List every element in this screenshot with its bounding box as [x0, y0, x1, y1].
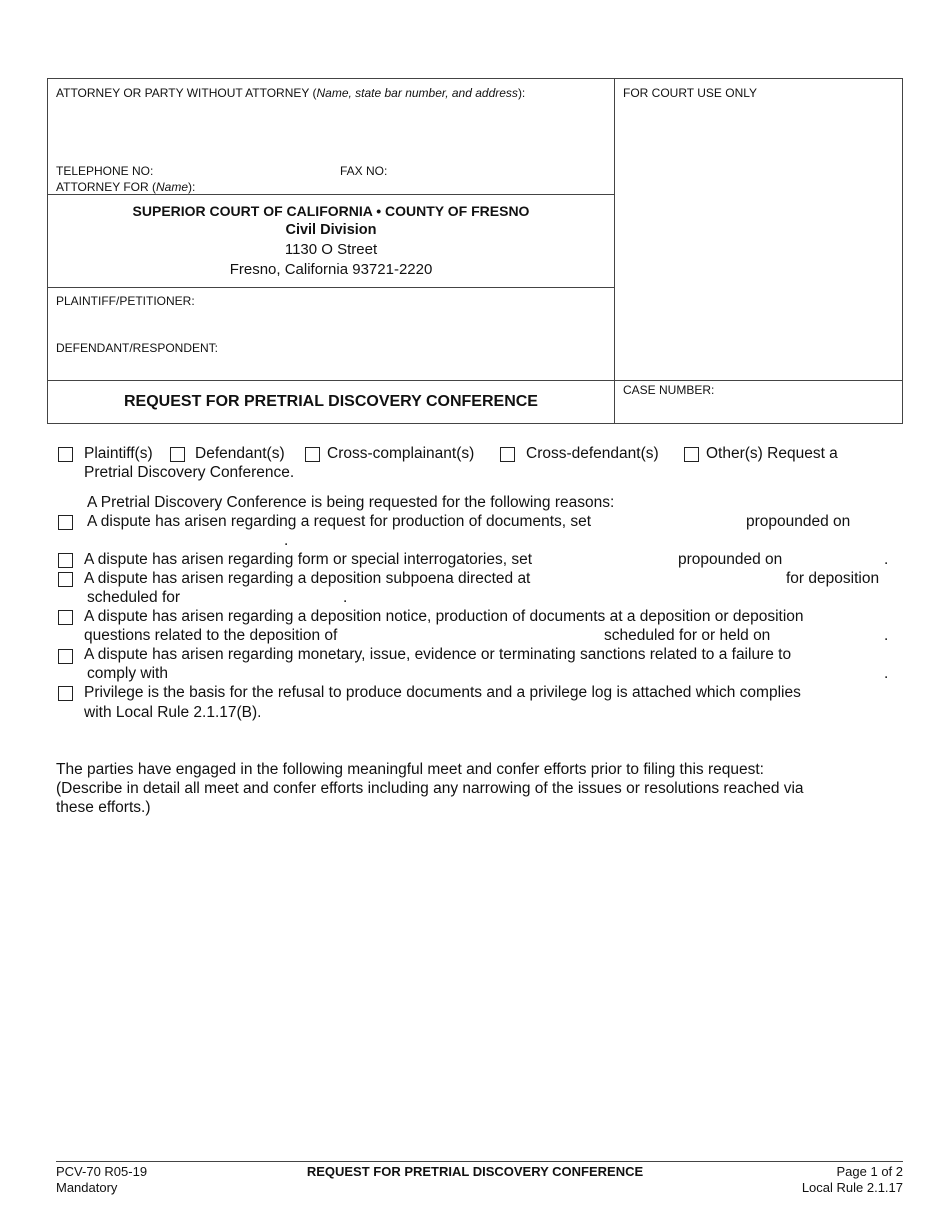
footer-rule-ref: Local Rule 2.1.17: [801, 1180, 903, 1195]
reason-interrogatories-period: .: [884, 551, 889, 568]
defendants-checkbox[interactable]: [170, 447, 185, 462]
defendants-label: Defendant(s): [195, 445, 285, 462]
cross-complainants-label: Cross-complainant(s): [327, 445, 475, 462]
plaintiff-label: PLAINTIFF/PETITIONER:: [56, 294, 195, 308]
reason-deposition-notice-scheduled: scheduled for or held on: [604, 627, 771, 644]
reason-sanctions-text: A dispute has arisen regarding monetary, issue, evidence or terminating sanctions related to a failure to: [84, 646, 792, 663]
footer-form-code: PCV-70 R05-19: [56, 1164, 148, 1179]
reason-interrogatories-propounded: propounded on: [678, 551, 783, 568]
cross-complainants-checkbox[interactable]: [305, 447, 320, 462]
attorney-for-label: ATTORNEY FOR (Name):: [56, 180, 196, 194]
plaintiffs-label: Plaintiff(s): [84, 445, 153, 462]
fax-label: FAX NO:: [340, 164, 388, 178]
footer-title: REQUEST FOR PRETRIAL DISCOVERY CONFERENCE: [306, 1164, 644, 1179]
rule-attorney: [47, 194, 614, 195]
cross-defendants-label: Cross-defendant(s): [526, 445, 659, 462]
reason-subpoena-scheduled: scheduled for: [87, 589, 181, 606]
parties-continuation: Pretrial Discovery Conference.: [84, 464, 295, 481]
reason-privilege-checkbox[interactable]: [58, 686, 73, 701]
reason-production-checkbox[interactable]: [58, 515, 73, 530]
rule-title: [47, 380, 903, 381]
reason-production-period: .: [284, 532, 289, 549]
reason-interrogatories-checkbox[interactable]: [58, 553, 73, 568]
rule-court: [47, 287, 614, 288]
reason-interrogatories-text: A dispute has arisen regarding form or special interrogatories, set: [84, 551, 533, 568]
plaintiffs-checkbox[interactable]: [58, 447, 73, 462]
meet-confer-line3: these efforts.): [56, 799, 151, 816]
reason-privilege-text: Privilege is the basis for the refusal to produce documents and a privilege log is attached which complies: [84, 684, 801, 701]
reason-production-text: A dispute has arisen regarding a request for production of documents, set: [87, 513, 592, 530]
court-division: Civil Division: [285, 222, 377, 238]
meet-confer-line1: The parties have engaged in the following meaningful meet and confer efforts prior to filing this request:: [56, 761, 764, 778]
others-label: Other(s) Request a: [706, 445, 838, 462]
footer-page: Page 1 of 2: [836, 1164, 903, 1179]
reason-deposition-notice-cont: questions related to the deposition of: [84, 627, 338, 644]
caption-divider: [614, 78, 615, 424]
court-name: SUPERIOR COURT OF CALIFORNIA • COUNTY OF FRESNO: [132, 203, 530, 219]
reason-privilege-cont: with Local Rule 2.1.17(B).: [84, 704, 262, 721]
reason-subpoena-period: .: [343, 589, 348, 606]
cross-defendants-checkbox[interactable]: [500, 447, 515, 462]
reason-deposition-notice-period: .: [884, 627, 889, 644]
reason-sanctions-checkbox[interactable]: [58, 649, 73, 664]
reasons-intro: A Pretrial Discovery Conference is being requested for the following reasons:: [87, 494, 615, 511]
case-number-label: CASE NUMBER:: [623, 383, 715, 397]
others-checkbox[interactable]: [684, 447, 699, 462]
reason-deposition-notice-text: A dispute has arisen regarding a deposition notice, production of documents at a deposition or deposition: [84, 608, 804, 625]
reason-production-propounded: propounded on: [746, 513, 851, 530]
form-title: REQUEST FOR PRETRIAL DISCOVERY CONFERENCE: [124, 393, 538, 410]
reason-sanctions-cont: comply with: [87, 665, 168, 682]
defendant-label: DEFENDANT/RESPONDENT:: [56, 341, 219, 355]
footer-mandatory: Mandatory: [56, 1180, 118, 1195]
court-use-label: FOR COURT USE ONLY: [623, 86, 758, 100]
attorney-label: ATTORNEY OR PARTY WITHOUT ATTORNEY (Name, state bar number, and address):: [56, 86, 526, 100]
reason-sanctions-period: .: [884, 665, 889, 682]
reason-subpoena-for-deposition: for deposition: [786, 570, 880, 587]
meet-confer-line2: (Describe in detail all meet and confer efforts including any narrowing of the issues or resolutions reached via: [56, 780, 804, 797]
footer-rule: [56, 1161, 903, 1162]
reason-subpoena-text: A dispute has arisen regarding a deposition subpoena directed at: [84, 570, 531, 587]
telephone-label: TELEPHONE NO:: [56, 164, 154, 178]
reason-deposition-notice-checkbox[interactable]: [58, 610, 73, 625]
court-city: Fresno, California 93721-2220: [229, 261, 433, 278]
court-street: 1130 O Street: [284, 241, 378, 258]
reason-subpoena-checkbox[interactable]: [58, 572, 73, 587]
